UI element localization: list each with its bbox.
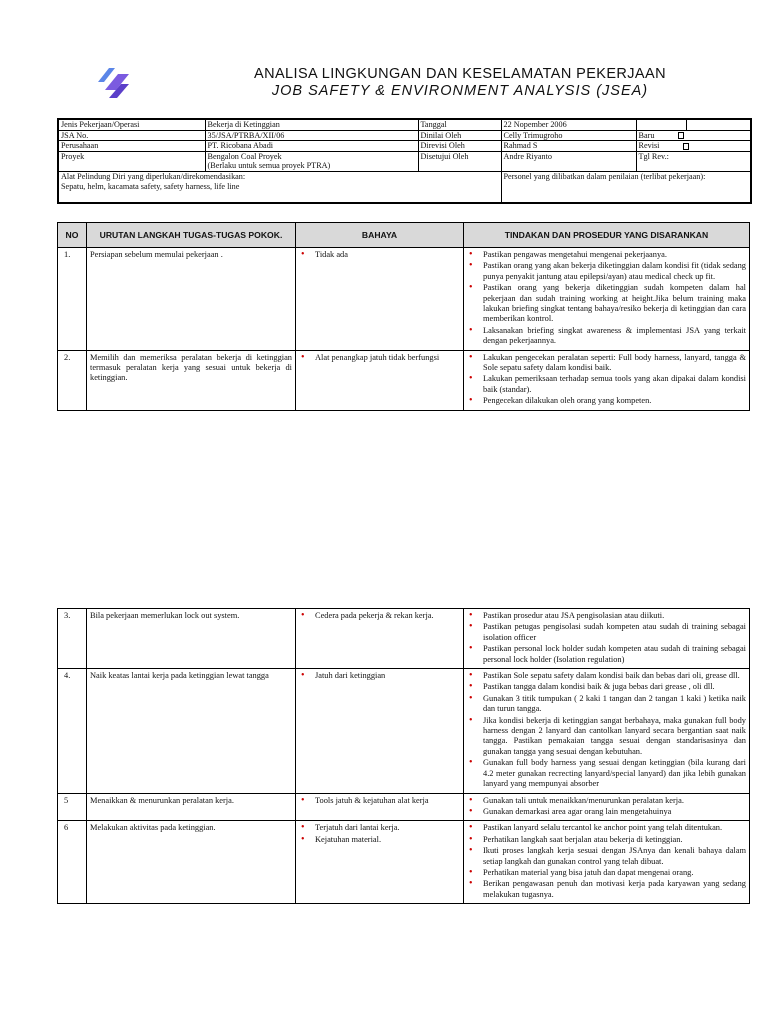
proyek-note: (Berlaku untuk semua proyek PTRA) <box>207 161 331 171</box>
actions-item: • Berikan pengawasan penuh dan motivasi kerja pada karyawan yang sedang melakukan tugasnya. <box>467 879 746 900</box>
actions-item: • Lakukan pemeriksaan terhadap semua tools yang akan dipakai dalam kondisi baik (standar). <box>467 374 746 395</box>
row-hazards <box>296 793 464 821</box>
hazards-item: • Cedera pada pekerja & rekan kerja. <box>299 611 460 621</box>
actions-list <box>467 353 746 407</box>
info-label: Dinilai Oleh <box>418 130 501 141</box>
info-row <box>58 151 751 171</box>
info-value: Bekerja di Ketinggian <box>205 119 418 130</box>
row-actions <box>464 609 750 669</box>
row-hazards <box>296 350 464 410</box>
jsea-table-part-2 <box>57 608 750 904</box>
info-value: 22 Nopember 2006 <box>501 119 636 130</box>
proyek-value: Bengalon Coal Proyek <box>207 151 282 161</box>
info-empty <box>686 119 751 130</box>
hazards-item: • Terjatuh dari lantai kerja. <box>299 823 460 833</box>
revisi-checkbox[interactable] <box>683 143 689 150</box>
personel-label: Personel yang dilibatkan dalam penilaian (terlibat pekerjaan): <box>503 171 706 181</box>
row-hazards <box>296 609 464 669</box>
table-row <box>58 248 750 351</box>
apd-label: Alat Pelindung Diri yang diperlukan/direkomendasikan: <box>61 171 246 181</box>
hazards-list <box>299 611 460 621</box>
row-step: Memilih dan memeriksa peralatan bekerja di ketinggian termasuk peralatan kerja yang sesuai untuk bekerja di ketinggian. <box>87 350 296 410</box>
hazards-list <box>299 823 460 845</box>
header-no: NO <box>58 223 87 248</box>
info-value <box>205 151 418 171</box>
row-number: 6 <box>58 821 87 904</box>
jsea-table-part-1 <box>57 222 750 411</box>
document-subtitle: JOB SAFETY & ENVIRONMENT ANALYSIS (JSEA) <box>271 83 649 99</box>
info-row <box>58 119 751 130</box>
row-hazards <box>296 669 464 793</box>
header-hazard: BAHAYA <box>296 223 464 248</box>
actions-item: • Ikuti proses langkah kerja sesuai dengan JSAnya dan kenali bahaya dalam setiap langkah dan gunakan control yang telah dibuat. <box>467 846 746 867</box>
table-row <box>58 821 750 904</box>
apd-value: Sepatu, helm, kacamata safety, safety harness, life line <box>61 181 240 191</box>
info-label: Proyek <box>58 151 205 171</box>
actions-list <box>467 671 746 789</box>
actions-item: • Pastikan tangga dalam kondisi baik & juga bebas dari grease , oli dll. <box>467 682 746 692</box>
header-action: TINDAKAN DAN PROSEDUR YANG DISARANKAN <box>464 223 750 248</box>
row-number: 2. <box>58 350 87 410</box>
actions-item: • Pastikan pengawas mengetahui mengenai pekerjaanya. <box>467 250 746 260</box>
company-logo-icon <box>96 66 136 100</box>
row-actions <box>464 821 750 904</box>
revisi-checkbox-cell <box>636 141 751 152</box>
row-actions <box>464 248 750 351</box>
row-actions <box>464 669 750 793</box>
actions-item: • Jika kondisi bekerja di ketinggian sangat berbahaya, maka gunakan full body harness dengan 2 lanyard dan cantolkan lanyard secara bergantian saat naik tangga. Pastikan pemakaian tangga sesuai dengan standarisasinya dan gunakan tangga yang sesuai dengan kebutuhan. <box>467 716 746 758</box>
actions-item: • Pastikan Sole sepatu safety dalam kondisi baik dan bebas dari oli, grease dll. <box>467 671 746 681</box>
hazards-list <box>299 671 460 681</box>
actions-item: • Pastikan personal lock holder sudah kompeten atau sudah di training sebagai personal lock holder (Isolation regulation) <box>467 644 746 665</box>
row-step: Bila pekerjaan memerlukan lock out system. <box>87 609 296 669</box>
info-row <box>58 141 751 152</box>
actions-list <box>467 796 746 818</box>
actions-item: • Pengecekan dilakukan oleh orang yang kompeten. <box>467 396 746 406</box>
actions-list <box>467 823 746 900</box>
info-empty <box>636 119 686 130</box>
table-header-row <box>58 223 750 248</box>
row-actions <box>464 350 750 410</box>
table-row <box>58 793 750 821</box>
actions-item: • Perhatikan langkah saat berjalan atau bekerja di ketinggian. <box>467 835 746 845</box>
apd-cell <box>58 171 501 203</box>
actions-item: • Perhatikan material yang bisa jatuh dan dapat mengenai orang. <box>467 868 746 878</box>
hazards-item: • Kejatuhan material. <box>299 835 460 845</box>
baru-checkbox[interactable] <box>678 132 684 139</box>
info-table <box>57 118 752 204</box>
info-value: Rahmad S <box>501 141 636 152</box>
info-row <box>58 130 751 141</box>
info-label: Jenis Pekerjaan/Operasi <box>58 119 205 130</box>
actions-item: • Lakukan pengecekan peralatan seperti: Full body harness, lanyard, tangga & Sole sepatu safety dalam kondisi baik. <box>467 353 746 374</box>
actions-item: • Pastikan prosedur atau JSA pengisolasian atau diikuti. <box>467 611 746 621</box>
info-value: PT. Ricobana Abadi <box>205 141 418 152</box>
actions-item: • Gunakan demarkasi area agar orang lain mengetahuinya <box>467 807 746 817</box>
baru-checkbox-cell <box>636 130 751 141</box>
actions-item: • Gunakan full body harness yang sesuai dengan ketinggian (bila kurang dari 4.2 meter gunakan recrecting lanyard/special lanyard) dan jika lebih gunakan lanyard yang mempunyai absorber <box>467 758 746 789</box>
row-number: 5 <box>58 793 87 821</box>
hazards-list <box>299 250 460 260</box>
info-value: 35/JSA/PTRBA/XII/06 <box>205 130 418 141</box>
actions-item: • Laksanakan briefing singkat awareness & implementasi JSA yang terkait dengan pekerjaannya. <box>467 326 746 347</box>
document-title: ANALISA LINGKUNGAN DAN KESELAMATAN PEKERJAAN <box>254 66 666 82</box>
row-number: 3. <box>58 609 87 669</box>
info-label: Direvisi Oleh <box>418 141 501 152</box>
actions-item: • Pastikan lanyard selalu tercantol ke anchor point yang telah ditentukan. <box>467 823 746 833</box>
info-label: Perusahaan <box>58 141 205 152</box>
info-label: Disetujui Oleh <box>418 151 501 171</box>
row-hazards <box>296 248 464 351</box>
hazards-item: • Tidak ada <box>299 250 460 260</box>
info-label: JSA No. <box>58 130 205 141</box>
row-step: Naik keatas lantai kerja pada ketinggian lewat tangga <box>87 669 296 793</box>
row-actions <box>464 793 750 821</box>
baru-label: Baru <box>638 130 655 140</box>
row-hazards <box>296 821 464 904</box>
row-number: 1. <box>58 248 87 351</box>
actions-item: • Pastikan orang yang bekerja diketinggian sudah kompeten dalam hal pekerjaan dan sudah training working at height.Jika belum training maka lakukan briefing singkat tentang bahaya/resiko bekerja di ketinggian dan cara memberikan kontrol. <box>467 283 746 325</box>
actions-item: • Pastikan petugas pengisolasi sudah kompeten atau sudah di training sebagai isolation officer <box>467 622 746 643</box>
info-value: Andre Riyanto <box>501 151 636 171</box>
info-label: Tanggal <box>418 119 501 130</box>
actions-item: • Pastikan orang yang akan bekerja diketinggian dalam kondisi fit (tidak sedang punya penyakit jantung atau epilepsi/ayan) atau medical check up fit. <box>467 261 746 282</box>
info-label: Tgl Rev.: <box>636 151 751 171</box>
hazards-item: • Alat penangkap jatuh tidak berfungsi <box>299 353 460 363</box>
actions-list <box>467 611 746 665</box>
info-row <box>58 171 751 203</box>
table-row <box>58 609 750 669</box>
actions-item: • Gunakan 3 titik tumpukan ( 2 kaki 1 tangan dan 2 tangan 1 kaki ) ketika naik dan turun tangga. <box>467 694 746 715</box>
hazards-list <box>299 796 460 806</box>
row-step: Persiapan sebelum memulai pekerjaan . <box>87 248 296 351</box>
actions-list <box>467 250 746 347</box>
hazards-item: • Tools jatuh & kejatuhan alat kerja <box>299 796 460 806</box>
table-row <box>58 350 750 410</box>
hazards-item: • Jatuh dari ketinggian <box>299 671 460 681</box>
header-step: URUTAN LANGKAH TUGAS-TUGAS POKOK. <box>87 223 296 248</box>
personel-cell <box>501 171 751 203</box>
row-step: Melakukan aktivitas pada ketinggian. <box>87 821 296 904</box>
row-step: Menaikkan & menurunkan peralatan kerja. <box>87 793 296 821</box>
info-value: Celly Trimugroho <box>501 130 636 141</box>
row-number: 4. <box>58 669 87 793</box>
actions-item: • Gunakan tali untuk menaikkan/menurunkan peralatan kerja. <box>467 796 746 806</box>
hazards-list <box>299 353 460 363</box>
table-row <box>58 669 750 793</box>
revisi-label: Revisi <box>638 141 660 151</box>
